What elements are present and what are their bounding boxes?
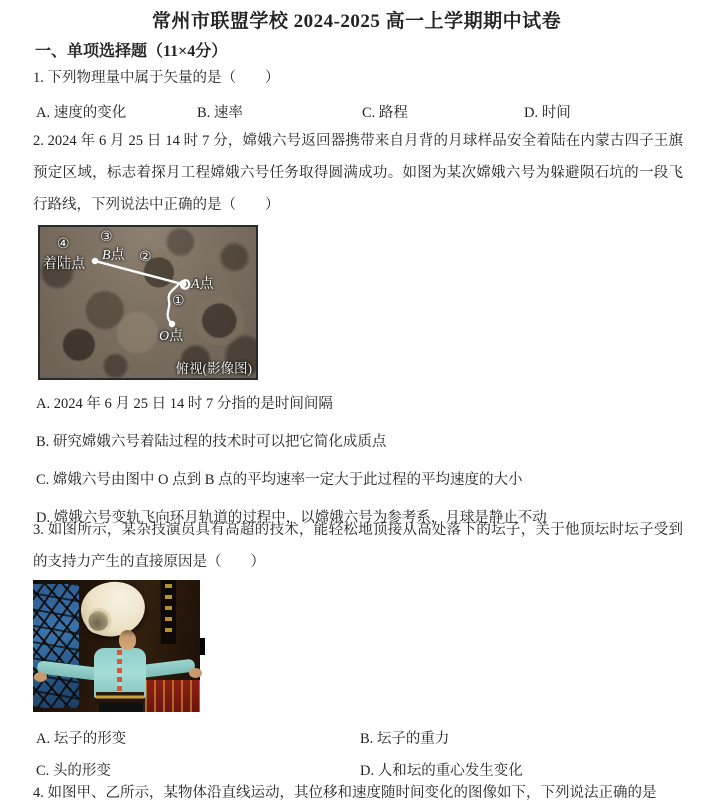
point-a-letter: A — [191, 277, 200, 292]
calligraphy-banner — [160, 580, 176, 644]
clipped-question-4: 4. 如图甲、乙所示，某物体沿直线运动，其位移和速度随时间变化的图像如下，下列说法正确的是 — [33, 785, 657, 801]
landing-point-label: 着陆点 — [43, 257, 85, 272]
marker-4: ④ — [57, 237, 70, 252]
red-chest — [145, 680, 200, 712]
point-a-label — [191, 273, 214, 293]
marker-1: ① — [172, 294, 185, 309]
q1-option-d: D. 时间 — [524, 105, 571, 121]
acrobat-left-hand — [34, 672, 47, 682]
q3-option-c: C. 头的形变 — [36, 763, 111, 779]
point-o-suffix: 点 — [169, 329, 184, 344]
image-handle-mark — [200, 638, 205, 655]
q3-option-d: D. 人和坛的重心发生变化 — [360, 763, 523, 779]
figure-caption: 俯视(影像图) — [175, 361, 252, 376]
q2-option-a: A. 2024 年 6 月 25 日 14 时 7 分指的是时间间隔 — [36, 396, 333, 412]
point-o-letter: O — [159, 329, 170, 344]
point-b-suffix: 点 — [110, 248, 125, 263]
question-2-text: 2. 2024 年 6 月 25 日 14 时 7 分，嫦娥六号返回器携带来自月背的月球样品安全着陆在内蒙古四子王旗预定区域，标志着探月工程嫦娥六号任务取得圆满成功。如图为某次嫦娥六号为躲避陨石坑的一段飞行路线，下列说法中正确的是（ ） — [33, 133, 683, 213]
q2-option-b: B. 研究嫦娥六号着陆过程的技术时可以把它简化成质点 — [36, 434, 387, 450]
question-1-text: 1. 下列物理量中属于矢量的是（ ） — [33, 70, 280, 86]
marker-2: ② — [139, 250, 152, 265]
page-title: 常州市联盟学校 2024-2025 高一上学期期中试卷 — [151, 11, 562, 32]
q1-option-c: C. 路程 — [362, 105, 408, 121]
acrobat-legs — [99, 703, 143, 712]
marker-3: ③ — [100, 230, 113, 245]
section-heading: 一、单项选择题（11×4分） — [35, 43, 228, 60]
point-o-label — [159, 325, 183, 345]
acrobat-body — [94, 648, 146, 698]
q1-option-a: A. 速度的变化 — [36, 105, 127, 121]
point-a-suffix: 点 — [199, 277, 214, 292]
point-b-label — [102, 244, 125, 264]
q3-option-b: B. 坛子的重力 — [360, 731, 450, 747]
acrobat-photo — [33, 580, 200, 712]
moon-surface-figure — [38, 225, 258, 380]
balanced-pot — [75, 575, 150, 643]
acrobat-sash — [96, 692, 144, 703]
question-1-options — [36, 101, 696, 121]
point-b-letter: B — [102, 248, 111, 263]
q2-option-c: C. 嫦娥六号由图中 O 点到 B 点的平均速率一定大于此过程的平均速度的大小 — [36, 472, 523, 488]
stained-glass-window — [33, 584, 79, 708]
q2-option-d: D. 嫦娥六号变轨飞向环月轨道的过程中，以嫦娥六号为参考系，月球是静止不动 — [36, 510, 547, 526]
q1-option-b: B. 速率 — [197, 105, 243, 121]
q3-option-a: A. 坛子的形变 — [36, 731, 127, 747]
acrobat-head — [119, 630, 136, 650]
question-3-text: 3. 如图所示，某杂技演员具有高超的技术，能轻松地顶接从高处落下的坛子，关于他顶坛时坛子受到的支持力产生的直接原因是（ ） — [33, 522, 683, 570]
acrobat-right-hand — [189, 668, 202, 678]
